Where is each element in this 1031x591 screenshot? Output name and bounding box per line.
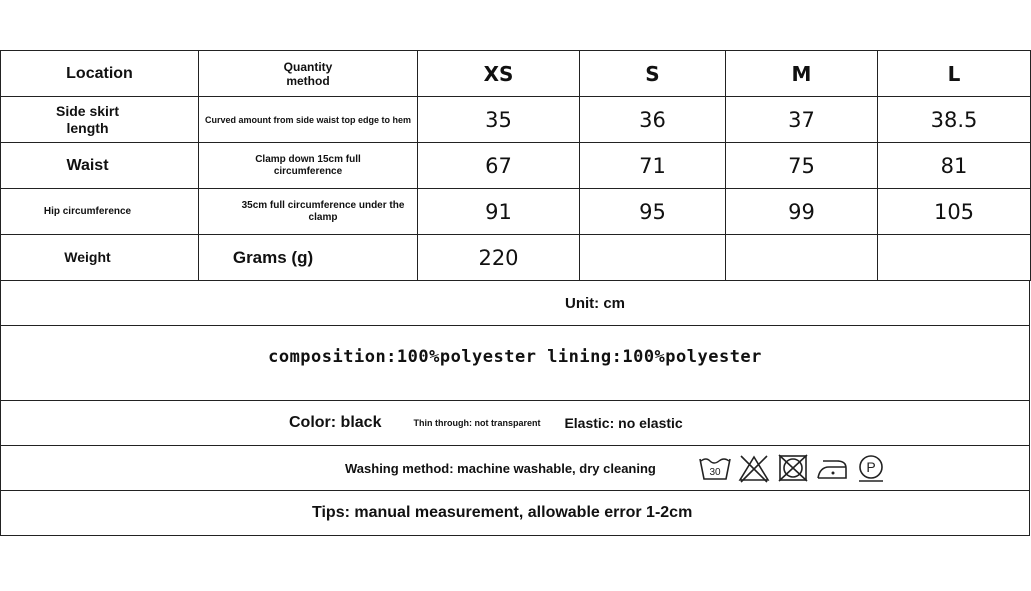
color-line bbox=[1, 414, 1029, 432]
unit-cell bbox=[1, 281, 1030, 326]
row-method-text: 35cm full circumference under the clamp bbox=[241, 199, 405, 223]
row-location-text: Waist bbox=[66, 157, 109, 174]
row-location bbox=[1, 143, 199, 189]
row-method: Curved amount from side waist top edge to hem bbox=[199, 97, 418, 143]
value-xs: 220 bbox=[418, 235, 580, 281]
value-xs: 91 bbox=[418, 189, 580, 235]
value-l bbox=[878, 235, 1031, 281]
row-location bbox=[1, 189, 199, 235]
washing-row bbox=[1, 446, 1030, 491]
care-icons bbox=[698, 453, 888, 483]
row-method bbox=[199, 235, 418, 281]
iron-low-icon bbox=[815, 453, 849, 483]
wash-30-icon bbox=[698, 453, 732, 483]
value-l: 105 bbox=[878, 189, 1031, 235]
washing-cell bbox=[1, 446, 1030, 491]
tips-row bbox=[1, 491, 1030, 536]
no-bleach-icon bbox=[737, 453, 771, 483]
value-s: 71 bbox=[580, 143, 726, 189]
color-label: Color: black bbox=[289, 414, 382, 431]
table-row bbox=[1, 235, 1031, 281]
row-location-text: Weight bbox=[64, 249, 111, 265]
header-size-l: L bbox=[878, 51, 1031, 97]
header-method-text: Quantity method bbox=[283, 59, 333, 88]
composition-cell bbox=[1, 326, 1030, 401]
info-table bbox=[0, 280, 1030, 536]
unit-label: Unit: cm bbox=[565, 294, 625, 312]
row-location-text: Hip circumference bbox=[43, 206, 132, 217]
no-tumble-dry-icon bbox=[776, 453, 810, 483]
header-size-xs: XS bbox=[418, 51, 580, 97]
wash-line bbox=[1, 453, 1029, 483]
value-l: 38.5 bbox=[878, 97, 1031, 143]
thin-label: Thin through: not transparent bbox=[413, 418, 541, 428]
value-s bbox=[580, 235, 726, 281]
header-size-m: M bbox=[726, 51, 878, 97]
table-row bbox=[1, 97, 1031, 143]
row-method bbox=[199, 189, 418, 235]
header-method bbox=[199, 51, 418, 97]
size-chart bbox=[0, 50, 1030, 536]
value-m: 37 bbox=[726, 97, 878, 143]
value-m: 75 bbox=[726, 143, 878, 189]
value-l: 81 bbox=[878, 143, 1031, 189]
tips-label: Tips: manual measurement, allowable error 1-2cm bbox=[312, 504, 693, 521]
header-row bbox=[1, 51, 1031, 97]
value-m: 99 bbox=[726, 189, 878, 235]
color-cell bbox=[1, 401, 1030, 446]
wash-temp-label: 30 bbox=[709, 467, 721, 478]
composition-row bbox=[1, 326, 1030, 401]
row-method-text: Clamp down 15cm full circumference bbox=[255, 153, 361, 177]
row-method-text: Grams (g) bbox=[232, 247, 314, 267]
row-location-text: Side skirt length bbox=[55, 102, 120, 136]
value-s: 36 bbox=[580, 97, 726, 143]
composition-label: composition:100%polyester lining:100%polyester bbox=[268, 347, 762, 367]
row-location bbox=[1, 97, 199, 143]
dry-clean-letter: P bbox=[866, 459, 876, 475]
row-location bbox=[1, 235, 199, 281]
table-row bbox=[1, 143, 1031, 189]
value-m bbox=[726, 235, 878, 281]
value-xs: 67 bbox=[418, 143, 580, 189]
elastic-label: Elastic: no elastic bbox=[564, 415, 683, 431]
dry-clean-p-icon bbox=[854, 453, 888, 483]
header-location: Location bbox=[1, 51, 199, 97]
size-table bbox=[0, 50, 1031, 281]
value-xs: 35 bbox=[418, 97, 580, 143]
color-row bbox=[1, 401, 1030, 446]
washing-label: Washing method: machine washable, dry cleaning bbox=[345, 460, 656, 476]
table-row bbox=[1, 189, 1031, 235]
unit-row bbox=[1, 281, 1030, 326]
header-size-s: S bbox=[580, 51, 726, 97]
value-s: 95 bbox=[580, 189, 726, 235]
row-method bbox=[199, 143, 418, 189]
tips-cell bbox=[1, 491, 1030, 536]
